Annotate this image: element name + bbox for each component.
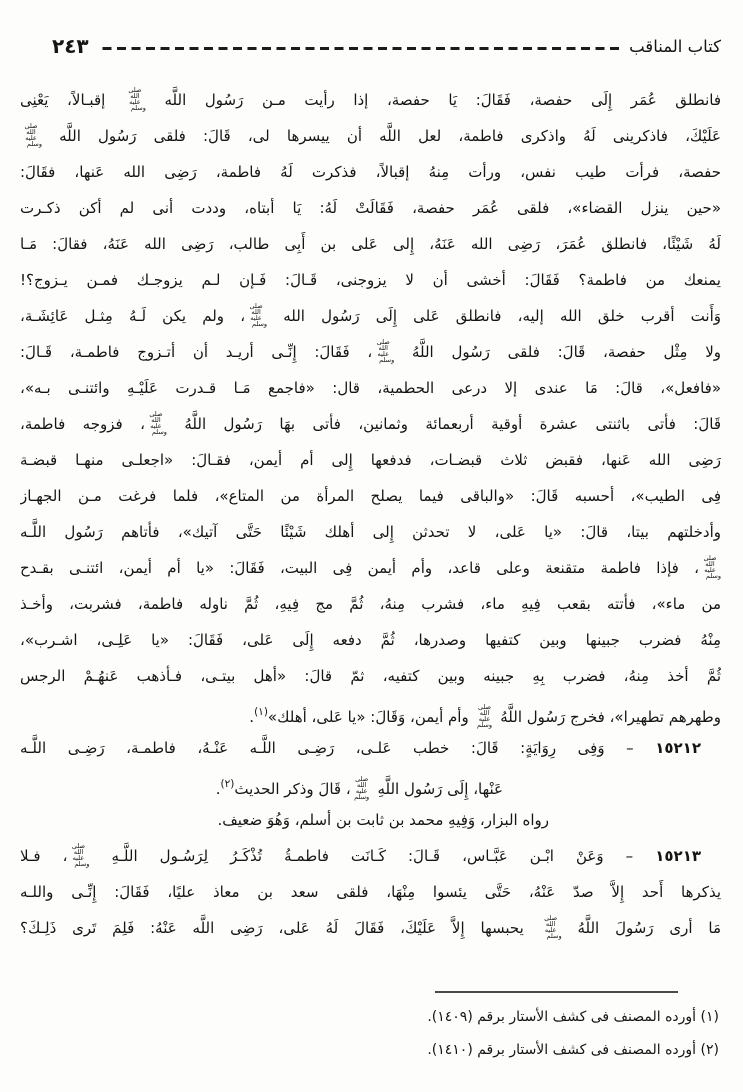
text-line: من ماء»، فأتته بقعب فِيهِ ماء، فشرب مِنهُ، ثُمَّ مج فِيهِ، ثُمَّ ناوله فاطمة، فشربت، وأخـذ [20, 595, 721, 613]
honorific-symbol: صلى الله عليه وسلم [354, 775, 370, 801]
text-line: فانطلق عُمَر إِلَى حفصة، فَقَالَ: يَا حفصة، إذا رأيت مـن رَسُول اللَّه صلى الله عليه وسلم إقبـالاً، يَعْنِى [20, 86, 721, 112]
text-segment: . [249, 708, 255, 726]
footnote-text: أورده المصنف فى كشف الأستار برقم (١٤٠٩). [427, 1009, 697, 1025]
text-segment: . [215, 780, 221, 798]
text-line: وَأَنت أقرب خلق الله إليه، فانطلق عَلى إِلَى رَسُول الله صلى الله عليه وسلم، ولم يكن لَـهُ مِثـل عَائِشَـة، [20, 302, 721, 328]
honorific-symbol: صلى الله عليه وسلم [249, 302, 268, 328]
text-segment: – وَعَنْ ابْـن عَبَّـاس، قَـالَ: كَـانَت فاطمـةُ تُذْكَـرُ لِرَسُـول اللَّـهِ صلى الله عليه وسلم، فـلا [20, 842, 634, 868]
text-line [20, 694, 721, 730]
hadith-line [20, 838, 721, 874]
footnote-marker: (٢) [700, 1042, 719, 1058]
text-line: يذكرها أَحد إِلاَّ صدّ عَنْهُ، حَتَّى يئسوا مِنْهَا، فلقى سعد بن معاذ عليًا، فَقَالَ: إِنِّـى واللـه [20, 883, 721, 901]
honorific-symbol: صلى الله عليه وسلم [376, 338, 395, 364]
text-line: لَهُ شَيْئًا، فانطلق عُمَرَ، رَضِى الله عَنَهُ، إِلى عَلى بن أَبِى طالب، رَضِى الله عَنَهُ، فقالَ: مَـا [20, 235, 721, 253]
hadith-number: ١٥٢١٣ [655, 847, 702, 865]
footnote-text: أورده المصنف فى كشف الأستار برقم (١٤١٠). [427, 1042, 697, 1058]
text-line: ولا مِثْل حفصة، قَالَ: فلقى رَسُول اللَّهُ صلى الله عليه وسلم، فَقَالَ: إِنِّـى أريـد أن أتـزوج فاطمـة، قَـالَ: [20, 338, 721, 364]
book-title: كتاب المناقب [629, 36, 721, 56]
text-line: رَضِى الله عَنها، فقبض ثلاث قبضـات، فدفعها إِلى أم أيمن، فقـالَ: «اجعلـى منهـا قبضـة [20, 451, 721, 469]
text-line: صلى الله عليه وسلم، فإذا فاطمة متقنعة وعلى قاعد، وأم أيمن فِى البيت، فَقَالَ: «يا أم أيمن، ائتنـى بقـدح [20, 554, 721, 580]
text-line: وأدخلتهم بيتا، قالَ: «يا عَلى، لا تحدثن إِلى أهلك شَيْئًا حَتَّى آتيك»، فأتاهم رَسُول اللَّـه [20, 523, 721, 541]
honorific-symbol: صلى الله عليه وسلم [24, 122, 42, 148]
page-number: ٢٤٣ [52, 34, 89, 58]
text-line: يمنعك من فاطمة؟ فَقَالَ: أخشى أن لا يزوجنى، قَـالَ: فَـإن لـم يزوجـك فمـن يـزوج؟! [20, 271, 721, 289]
text-line: مَا أرى رَسُولَ اللَّهُ صلى الله عليه وسلم يحبسها إِلاَّ عَلَيْكَ، فَقَالَ لَهُ عَلى، رَضِى اللَّه عَنْهُ: فَلِمَ تَرى ذَلِـكَ؟ [20, 914, 721, 940]
grading-line: رواه البزار، وَفِيهِ محمد بن ثابت بن أسلم، وَهُوَ ضعيف. [217, 811, 549, 829]
hadith-line [20, 730, 721, 766]
honorific-symbol: صلى الله عليه وسلم [149, 410, 167, 436]
footnotes-section [20, 1001, 719, 1067]
text-line: مِنْهُ فضرب جبينها وبين كتفيها وصدرها، ثُمَّ دفعه إِلَى عَلى، فَقَالَ: «يا عَلِـى، اشـرب»، [20, 631, 721, 649]
text-segment: – وَفِى رِوَايَةٍ: قَالَ: خطب عَلـى، رَضِـى اللَّـه عَنْـهُ، فاطمـة، رَضِـى اللَّـه [20, 739, 634, 757]
footnote-ref-1: (١) [254, 706, 268, 718]
text-line: عَلَيْكَ، فاذكرينى لَهُ واذكرى فاطمة، لعل اللَّه أن ييسرها لى، قَالَ: فلقى رَسُول اللَّه صلى الله عليه وسلم [20, 118, 721, 154]
honorific-symbol: صلى الله عليه وسلم [71, 842, 90, 868]
text-segment: وطهرهم تطهيرا»، فخرج رَسُول اللَّهُ صلى الله عليه وسلم وأم أيمن، وَقَالَ: «يا عَلى، أهلك» [267, 703, 721, 729]
honorific-symbol: صلى الله عليه وسلم [703, 554, 721, 580]
text-line: ثُمَّ أخذ مِنهُ، فضرب بِهِ جبينه وبين كتفيه، ثمّ قالَ: «أهل بيتـى، فـأذهب عَنهُـمْ الرجس [20, 667, 721, 685]
footnote [20, 1001, 719, 1034]
footnote [20, 1034, 719, 1067]
honorific-symbol: صلى الله عليه وسلم [128, 86, 146, 112]
honorific-symbol: صلى الله عليه وسلم [476, 703, 493, 729]
body-text [20, 82, 721, 946]
text-line: فِى الطيب»، أحسبه قَالَ: «والباقى فيما يصلح المرأة من المتاع»، فلما فرغت مـن الجهـاز [20, 487, 721, 505]
text-line: «حين ينزل القضاء»، فلقى عُمَر حفصة، فَقَالَتْ لَهُ: يَا أبتاه، وددت أنى لم أكن ذكـرت [20, 199, 721, 217]
text-line [20, 766, 721, 802]
page-header [52, 34, 721, 58]
text-segment: عَنْها، إِلَى رَسُول اللَّهِ صلى الله عليه وسلم، قَالَ وذكر الحديث [234, 775, 503, 801]
text-line: قَالَ: فأتى باثنتى عشرة أوقية أربعمائة وثمانين، فأتى بهَا رَسُول اللَّهُ صلى الله عليه وسلم، فزوجه فاطمة، [20, 410, 721, 436]
footnote-marker: (١) [700, 1009, 719, 1025]
text-line: «فافعل»، قالَ: مَا عندى إلا درعى الحطمية، قال: «فاجمع مَـا قـدرت عَلَيْـهِ وائتنـى بـه»، [20, 379, 721, 397]
footnote-separator [435, 991, 678, 993]
honorific-symbol: صلى الله عليه وسلم [544, 914, 562, 940]
footnote-ref-2: (٢) [220, 778, 235, 790]
header-dashed-rule [99, 47, 619, 50]
text-line: حفصة، فرأت طيب نفس، ورأت مِنهُ إقبالاً، فذكرت لَهُ فاطمة، رَضِى الله عَنها، فقَالَ: [20, 163, 721, 181]
hadith-number: ١٥٢١٢ [655, 739, 701, 757]
